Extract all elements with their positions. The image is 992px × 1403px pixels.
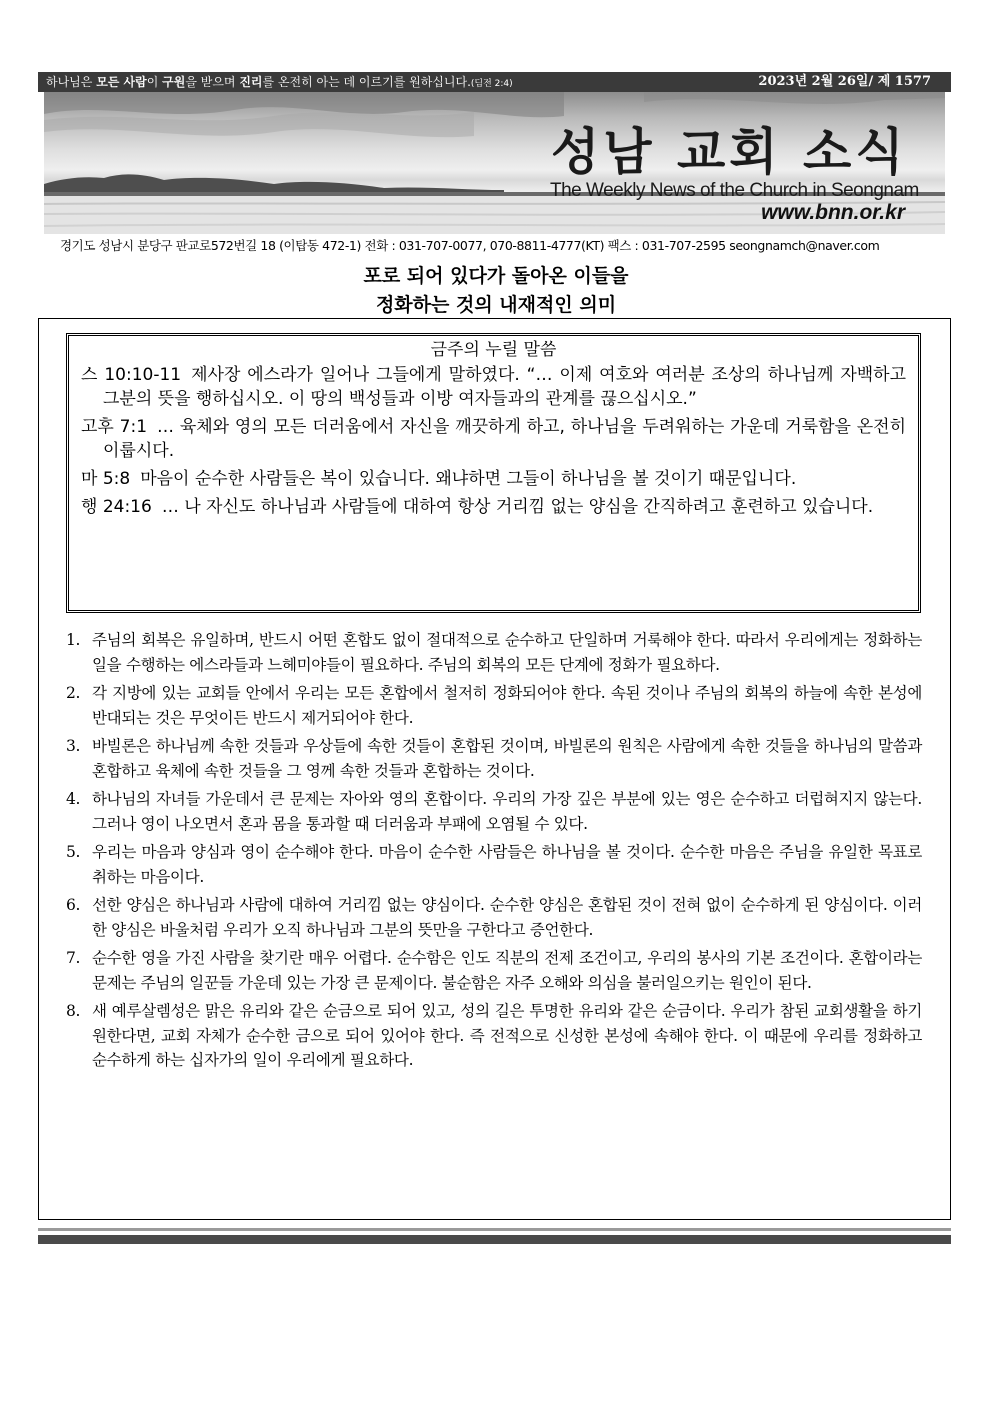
- point-text: 하나님의 자녀들 가운데서 큰 문제는 자아와 영의 혼합이다. 우리의 가장 깊은 부분에 있는 영은 순수하고 더럽혀지지 않는다. 그러나 영이 나오면서 혼과 몸을 통과할 때 더러움과 부패에 오염될 수 있다.: [92, 790, 922, 833]
- point-number: 8.: [66, 1002, 81, 1020]
- header-bar: [38, 72, 951, 92]
- point-number: 6.: [66, 896, 81, 914]
- footer-divider: [38, 1235, 951, 1244]
- outline-point: [66, 893, 922, 942]
- point-number: 3.: [66, 737, 81, 755]
- outline-points: [66, 628, 922, 1077]
- point-text: 바빌론은 하나님께 속한 것들과 우상들에 속한 것들이 혼합된 것이며, 바빌론의 원칙은 사람에게 속한 것들을 하나님의 말씀과 혼합하고 육체에 속한 것들을 그 영께 속한 것들과 혼합하는 것이다.: [92, 737, 922, 780]
- verse-text: … 나 자신도 하나님과 사람들에 대하여 항상 거리낌 없는 양심을 간직하려고 훈련하고 있습니다.: [161, 497, 874, 517]
- verse-reference: 마 5:8: [81, 469, 131, 489]
- verses-heading: 금주의 누릴 말씀: [430, 340, 557, 360]
- masthead-banner: [44, 92, 945, 234]
- point-number: 5.: [66, 843, 81, 861]
- verse-item: [81, 467, 906, 491]
- outline-point: [66, 734, 922, 783]
- newsletter-subtitle: The Weekly News of the Church in Seongnam: [550, 180, 919, 201]
- point-text: 선한 양심은 하나님과 사람에 대하여 거리낌 없는 양심이다. 순수한 양심은 혼합된 것이 전혀 없이 순수하게 된 양심이다. 이러한 양심은 바울처럼 우리가 오직 하나님과 그분의 뜻만을 구한다고 증언한다.: [92, 896, 922, 939]
- point-number: 4.: [66, 790, 81, 808]
- point-text: 새 예루살렘성은 맑은 유리와 같은 순금으로 되어 있고, 성의 길은 투명한 유리와 같은 순금이다. 우리가 참된 교회생활을 하기 원한다면, 교회 자체가 순수한 금으로 되어 있어야 한다. 즉 전적으로 신성한 본성에 속해야 한다. 이 때문에 우리를 정화하고 순수하게 하는 십자가의 일이 우리에게 필요하다.: [92, 1002, 922, 1069]
- verse-reference: 스 10:10-11: [81, 365, 182, 385]
- point-text: 우리는 마음과 양심과 영이 순수해야 한다. 마음이 순수한 사람들은 하나님을 볼 것이다. 순수한 마음은 주님을 유일한 목표로 취하는 마음이다.: [92, 843, 922, 886]
- page-headline: [0, 262, 992, 320]
- verse-item: [81, 415, 906, 463]
- website-link[interactable]: www.bnn.or.kr: [761, 201, 905, 224]
- verse-reference: 행 24:16: [81, 497, 152, 517]
- footer-divider-thin: [38, 1228, 951, 1231]
- newsletter-title: 성남 교회 소식: [551, 123, 908, 181]
- outline-point: [66, 946, 922, 995]
- verse-text: 제사장 에스라가 일어나 그들에게 말하였다. “… 이제 여호와 여러분 조상의 하나님께 자백하고 그분의 뜻을 행하십시오. 이 땅의 백성들과 이방 여자들과의 관계를 끊으십시오.”: [103, 365, 907, 409]
- point-text: 각 지방에 있는 교회들 안에서 우리는 모든 혼합에서 철저히 정화되어야 한다. 속된 것이나 주님의 회복의 하늘에 속한 본성에 반대되는 것은 무엇이든 반드시 제거되어야 한다.: [92, 684, 922, 727]
- headline-line-1: 포로 되어 있다가 돌아온 이들을: [363, 265, 629, 287]
- motto-reference: (딤전 2:4): [470, 79, 513, 89]
- point-number: 2.: [66, 684, 81, 702]
- church-address: 경기도 성남시 분당구 판교로572번길 18 (이탑동 472-1) 전화 : 031-707-0077, 070-8811-4777(KT) 팩스 : 031-707-2595 seongnamch@naver.com: [60, 238, 880, 253]
- motto: 하나님은 모든 사람이 구원을 받으며 진리를 온전히 아는 데 이르기를 원하십니다.(딤전 2:4): [46, 75, 513, 89]
- outline-point: [66, 681, 922, 730]
- weekly-verses-box: [66, 333, 921, 613]
- verse-item: [81, 363, 906, 411]
- verse-item: [81, 495, 906, 519]
- issue-date: 2023년 2월 26일/ 제 1577: [758, 74, 931, 89]
- verse-text: 마음이 순수한 사람들은 복이 있습니다. 왜냐하면 그들이 하나님을 볼 것이기 때문입니다.: [140, 469, 797, 489]
- point-text: 주님의 회복은 유일하며, 반드시 어떤 혼합도 없이 절대적으로 순수하고 단일하며 거룩해야 한다. 따라서 우리에게는 정화하는 일을 수행하는 에스라들과 느헤미야들이 필요하다. 주님의 회복의 모든 단계에 정화가 필요하다.: [92, 631, 923, 674]
- verse-text: … 육체와 영의 모든 더러움에서 자신을 깨끗하게 하고, 하나님을 두려워하는 가운데 거룩함을 온전히 이룹시다.: [103, 417, 906, 461]
- point-number: 7.: [66, 949, 81, 967]
- outline-point: [66, 628, 922, 677]
- point-number: 1.: [66, 631, 81, 649]
- verse-reference: 고후 7:1: [81, 417, 148, 437]
- point-text: 순수한 영을 가진 사람을 찾기란 매우 어렵다. 순수함은 인도 직분의 전제 조건이고, 우리의 봉사의 기본 조건이다. 혼합이라는 문제는 주님의 일꾼들 가운데 있는 가장 큰 문제이다. 불순함은 자주 오해와 의심을 불러일으키는 원인이 된다.: [92, 949, 922, 992]
- headline-line-2: 정화하는 것의 내재적인 의미: [375, 294, 617, 316]
- outline-point: [66, 999, 922, 1073]
- outline-point: [66, 840, 922, 889]
- outline-point: [66, 787, 922, 836]
